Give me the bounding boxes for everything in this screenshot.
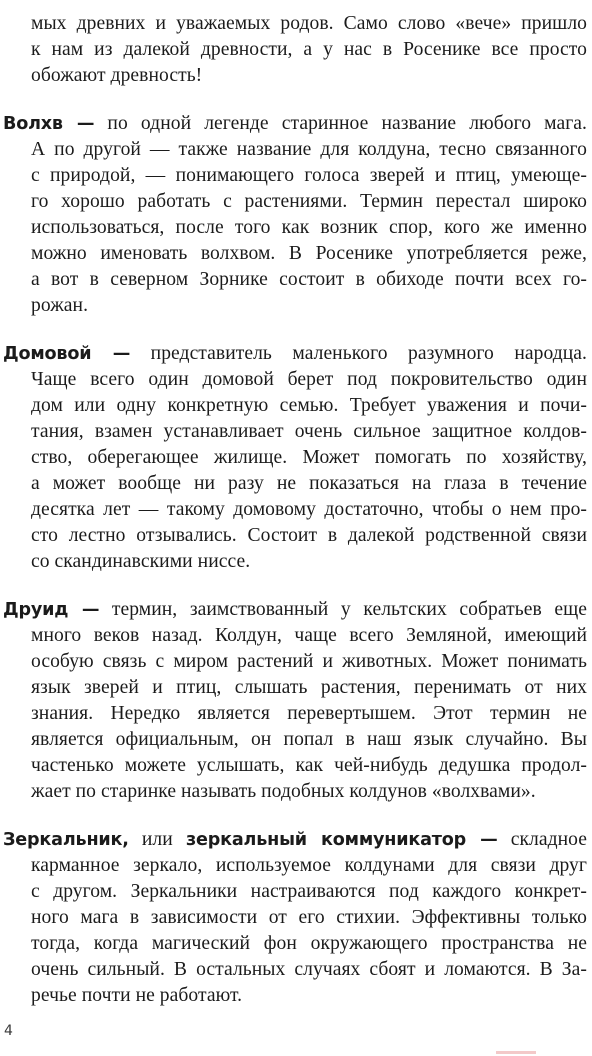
text-run: использоваться, после того как возник спор, кого же именно [31,217,587,238]
text-run: к нам из далекой древности, а у нас в Росенике все просто [31,39,587,60]
text-line [31,779,536,805]
text-line [31,367,587,393]
glossary-term: Волхв — [3,114,95,134]
text-line [31,137,587,163]
text-run: очень сильный. В остальных случаях сбоят и ломаются. В За- [31,959,587,980]
text-run: или [128,829,186,850]
glossary-term: Домовой — [3,344,131,364]
text-line [31,471,587,497]
text-line [31,419,587,445]
text-line [31,241,587,267]
glossary-term: Зеркальник, [3,830,129,850]
text-run: с другом. Зеркальники настраиваются под каждого конкрет- [31,881,587,902]
text-run: а вот в северном Зорнике состоит в обиходе почти всех го- [31,269,587,290]
text-line [3,111,587,137]
text-line [3,597,587,623]
text-line [31,63,202,89]
text-run: десятка лет — такому домовому достаточно, чтобы о нем про- [31,499,587,520]
text-line [31,753,587,779]
text-run: по одной легенде старинное название любого мага. [94,113,587,134]
page-edge-mark [496,1051,536,1054]
text-line [31,623,587,649]
text-line [31,163,587,189]
text-line [31,675,587,701]
text-run: речье почти не работают. [31,985,243,1006]
text-run: дом или одну конкретную семью. Требует уважения и почи- [31,395,587,416]
text-run: язык зверей и птиц, слышать растения, перенимать от них [31,677,587,698]
text-run: особую связь с миром растений и животных. Может понимать [31,651,587,672]
glossary-term: зеркальный коммуникатор — [185,830,498,850]
text-run: го хорошо работать с растениями. Термин перестал широко [31,191,587,212]
text-run: со скандинавскими ниссе. [31,551,251,572]
text-line [3,341,587,367]
text-line [31,37,587,63]
text-run: тания, взамен устанавливает очень сильное защитное колдов- [31,421,587,442]
text-line [31,445,587,471]
text-line [31,727,587,753]
text-run: много веков назад. Колдун, чаще всего Земляной, имеющий [31,625,587,646]
text-run: обожают древность! [31,65,203,86]
text-run: жает по старинке называть подобных колдунов «волхвами». [31,781,536,802]
text-line [31,649,587,675]
text-run: частенько можете услышать, как чей-нибудь дедушка продол- [31,755,587,776]
text-line [31,523,587,549]
text-line [3,827,587,853]
glossary-term: Друид — [3,600,100,620]
page-number: 4 [4,1023,13,1039]
text-run: тогда, когда магический фон окружающего пространства не [31,933,587,954]
text-run: сто лестно отзывались. Состоит в далекой родственной связи [31,525,587,546]
text-line [31,853,587,879]
text-run: знания. Нередко является перевертышем. Этот термин не [31,703,587,724]
text-run: термин, заимствованный у кельтских собратьев еще [99,599,587,620]
text-line [31,957,587,983]
text-run: а может вообще ни разу не показаться на глаза в течение [31,473,587,494]
text-line [31,931,587,957]
text-run: ного мага в зависимости от его стихии. Эффективны только [31,907,587,928]
text-run: карманное зеркало, используемое колдунами для связи друг [31,855,587,876]
text-run: ство, оберегающее жилище. Может помогать по хозяйству, [31,447,587,468]
text-run: мых древних и уважаемых родов. Само слово «вече» пришло [31,13,587,34]
text-run: складное [497,829,587,850]
text-line [31,879,587,905]
text-line [31,983,242,1009]
text-line [31,905,587,931]
text-line [31,293,88,319]
text-line [31,701,587,727]
text-run: Чаще всего один домовой берет под покровительство один [31,369,587,390]
text-line [31,393,587,419]
text-line [31,215,587,241]
text-line [31,189,587,215]
text-run: можно именовать волхвом. В Росенике употребляется реже, [31,243,587,264]
text-run: с природой, — понимающего голоса зверей и птиц, умеюще- [31,165,587,186]
text-run: рожан. [31,295,89,316]
text-line [31,497,587,523]
text-line [31,549,250,575]
text-run: представитель маленького разумного народца. [130,343,588,364]
text-line [31,11,587,37]
text-run: является официальным, он попал в наш язык случайно. Вы [31,729,587,750]
text-line [31,267,587,293]
text-run: А по другой — также название для колдуна, тесно связанного [31,139,587,160]
